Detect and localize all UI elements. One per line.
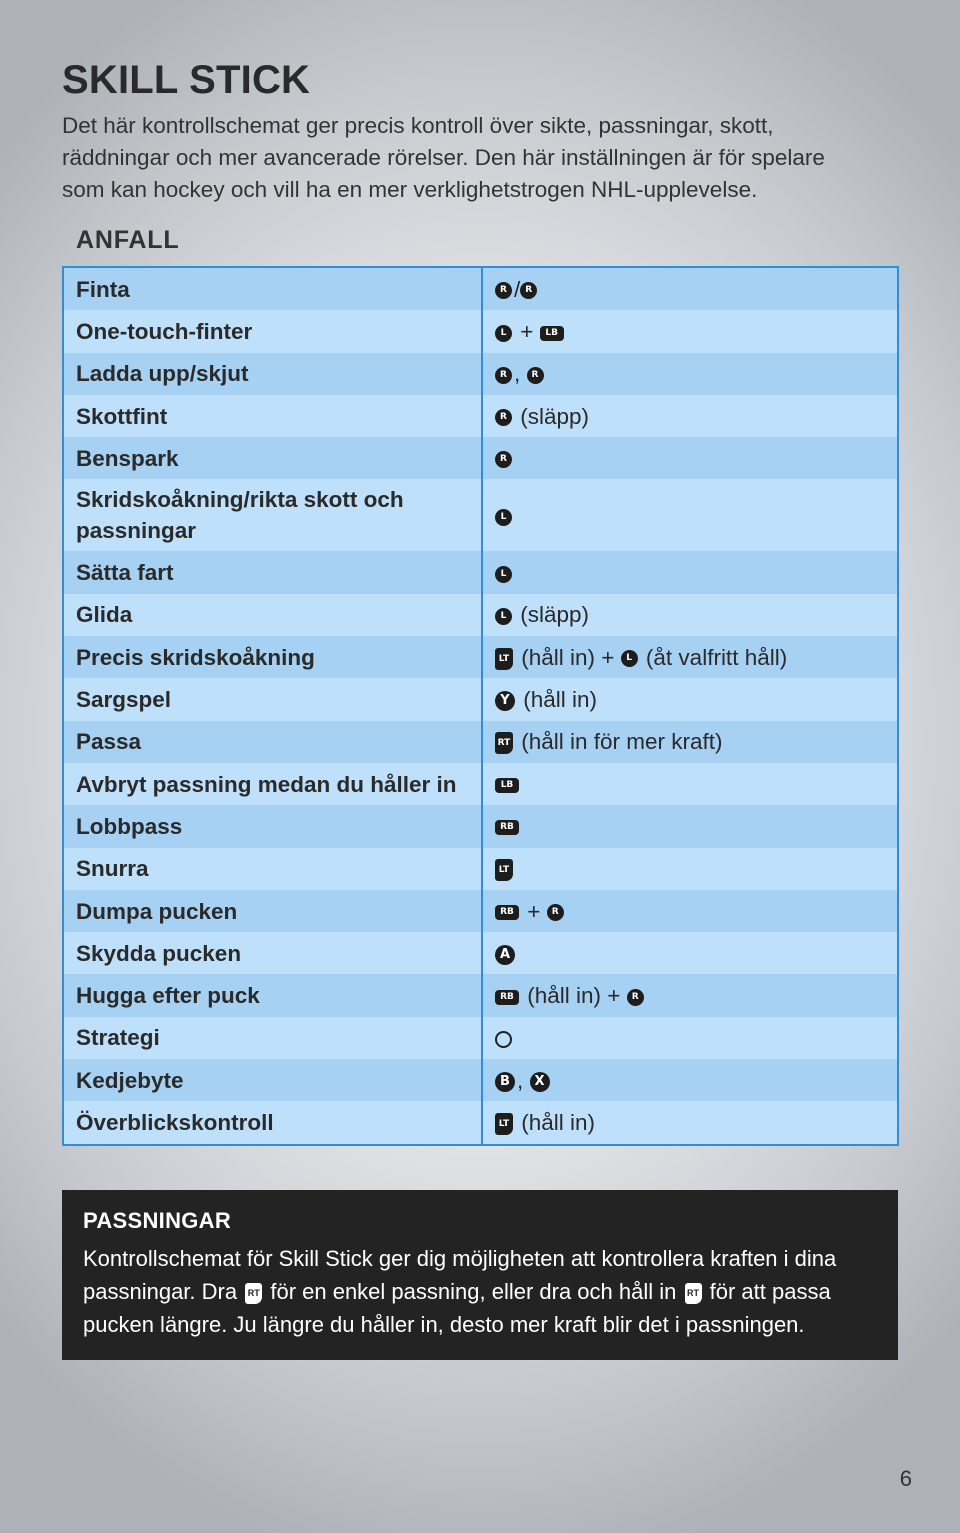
action-label: Kedjebyte [63,1059,482,1101]
input-cell [482,636,898,678]
lt-trigger-icon: LT [495,648,513,670]
input-cell [482,890,898,932]
info-box-heading: PASSNINGAR [83,1208,232,1233]
lt-trigger-icon: LT [495,859,513,881]
input-text: (håll in) + [515,644,621,670]
input-text: (håll in) [515,1109,596,1135]
control-row [63,890,898,932]
lb-button-icon: LB [495,778,519,793]
control-row [63,594,898,636]
info-text-part-1: Kontrollschemat för Skill Stick ger dig möjligheten att kontrollera kraften i dina passningar. Dra [83,1246,837,1304]
action-label: Strategi [63,1017,482,1059]
input-cell [482,1059,898,1101]
action-label: Skottfint [63,395,482,437]
control-row [63,551,898,593]
section-heading: ANFALL [76,226,180,254]
control-row [63,721,898,763]
input-cell [482,974,898,1016]
x-button-icon: X [530,1072,550,1092]
intro-paragraph: Det här kontrollschemat ger precis kontroll över sikte, passningar, skott, räddningar och mer avancerade rörelser. Den här inställningen är för spelare som kan hockey och vill ha en mer verklighetstrogen NHL-upplevelse. [62,113,825,202]
right-stick-icon: R [627,989,644,1006]
input-text: / [514,276,521,302]
control-row [63,678,898,720]
control-row [63,437,898,479]
action-label: Precis skridskoåkning [63,636,482,678]
left-stick-click-icon: L [495,566,512,583]
action-label: Skydda pucken [63,932,482,974]
right-stick-icon: R [547,904,564,921]
control-row [63,310,898,352]
input-cell [482,353,898,395]
input-cell [482,1017,898,1059]
control-row [63,1059,898,1101]
b-button-icon: B [495,1072,515,1092]
a-button-icon: A [495,945,515,965]
input-cell [482,1101,898,1144]
info-text-part-3: för att passa pucken längre. Ju längre du håller in, desto mer kraft blir det i passningen. [83,1279,831,1337]
input-cell [482,479,898,551]
input-cell [482,763,898,805]
control-row [63,974,898,1016]
control-row [63,1017,898,1059]
action-label: Överblickskontroll [63,1101,482,1144]
control-row [63,763,898,805]
input-text: (håll in) [517,687,598,713]
action-label: Skridskoåkning/rikta skott och passningar [63,479,482,551]
input-cell [482,395,898,437]
input-text: + [521,898,547,924]
controls-table [62,266,899,1146]
control-row [63,353,898,395]
input-text: (håll in) + [521,983,627,1009]
action-label: Sätta fart [63,551,482,593]
info-text-part-2: för en enkel passning, eller dra och håll in [270,1279,677,1304]
rt-trigger-icon: RT [685,1283,702,1304]
left-stick-icon: L [495,325,512,342]
control-row [63,932,898,974]
y-button-icon: Y [495,691,515,711]
right-stick-icon: R [495,282,512,299]
left-stick-icon: L [495,608,512,625]
right-stick-icon: R [520,282,537,299]
action-label: Hugga efter puck [63,974,482,1016]
action-label: Avbryt passning medan du håller in [63,763,482,805]
passing-info-box [62,1190,898,1360]
input-text: (håll in för mer kraft) [515,729,723,755]
right-stick-click-icon: R [495,451,512,468]
page-title: SKILL STICK [62,58,311,102]
input-cell [482,848,898,890]
left-stick-icon: L [495,509,512,526]
input-cell [482,721,898,763]
action-label: Dumpa pucken [63,890,482,932]
control-row [63,395,898,437]
input-cell [482,551,898,593]
action-label: Lobbpass [63,805,482,847]
right-stick-icon: R [495,367,512,384]
action-label: Glida [63,594,482,636]
right-stick-icon: R [495,409,512,426]
rb-button-icon: RB [495,820,519,835]
control-row [63,267,898,310]
input-text: (åt valfritt håll) [639,644,788,670]
action-label: Sargspel [63,678,482,720]
input-cell [482,267,898,310]
input-cell [482,805,898,847]
info-box-text [83,1242,876,1341]
control-row [63,1101,898,1144]
dpad-icon [495,1031,512,1048]
control-row [63,848,898,890]
rb-button-icon: RB [495,905,519,920]
action-label: Finta [63,267,482,310]
input-text: , [514,361,527,387]
rb-button-icon: RB [495,990,519,1005]
lt-trigger-icon: LT [495,1113,513,1135]
right-stick-icon: R [527,367,544,384]
input-cell [482,932,898,974]
input-cell [482,310,898,352]
input-text: (släpp) [514,602,590,628]
control-row [63,479,898,551]
page-number: 6 [899,1466,912,1491]
input-text: + [514,318,540,344]
action-label: Snurra [63,848,482,890]
action-label: Benspark [63,437,482,479]
action-label: Ladda upp/skjut [63,353,482,395]
input-text: (släpp) [514,403,590,429]
input-cell [482,678,898,720]
lb-button-icon: LB [540,326,564,341]
action-label: One-touch-finter [63,310,482,352]
rt-trigger-icon: RT [495,732,513,754]
input-cell [482,594,898,636]
control-row [63,805,898,847]
rt-trigger-icon: RT [245,1283,262,1304]
left-stick-icon: L [621,650,638,667]
input-text: , [517,1067,530,1093]
input-cell [482,437,898,479]
control-row [63,636,898,678]
action-label: Passa [63,721,482,763]
